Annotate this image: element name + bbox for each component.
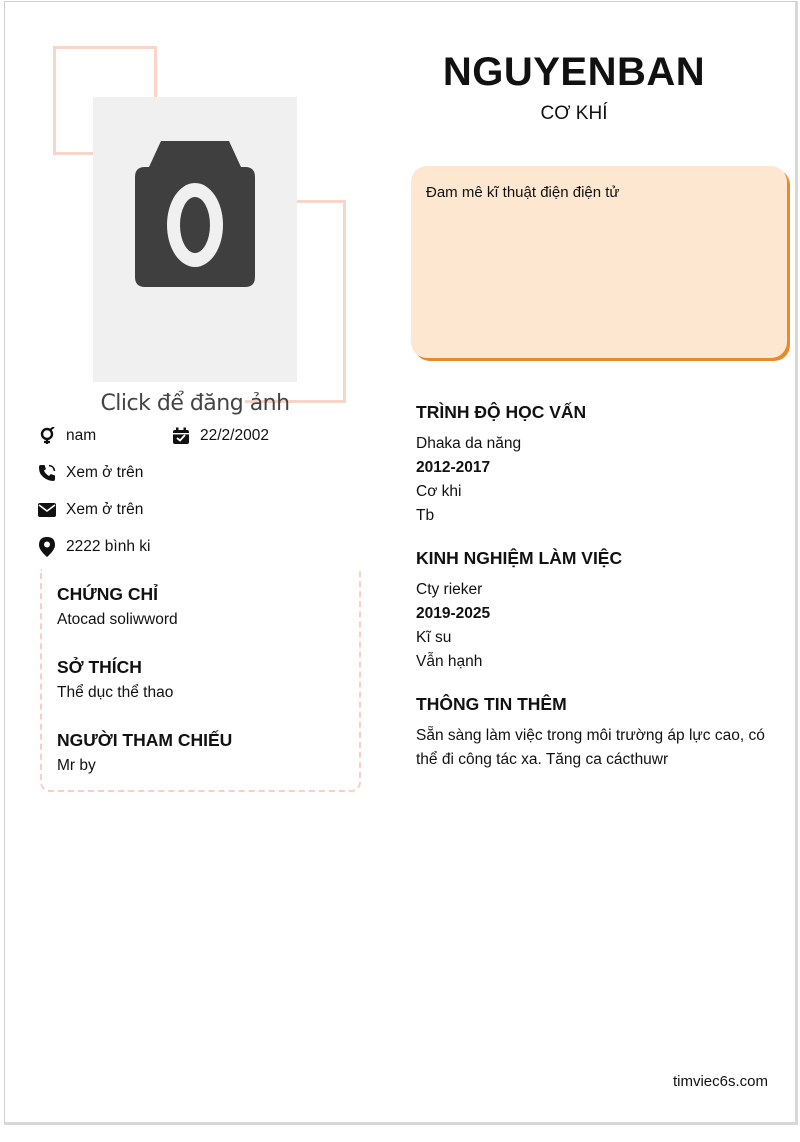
birthday-row (171, 426, 269, 446)
address-row (37, 537, 150, 557)
career-objective-text: Đam mê kĩ thuật điện điện tử (426, 184, 620, 201)
gender-icon (37, 426, 57, 446)
references-title: NGƯỜI THAM CHIẾU (57, 730, 233, 750)
photo-upload[interactable] (93, 97, 297, 416)
location-pin-icon (37, 537, 57, 557)
cv-page (4, 1, 798, 1125)
education-grade: Tb (416, 507, 435, 524)
education-school: Dhaka da năng (416, 435, 522, 452)
certificates-title: CHỨNG CHỈ (57, 584, 159, 604)
gender-value: nam (66, 427, 97, 444)
education-period: 2012-2017 (416, 459, 491, 476)
career-objective-box[interactable] (411, 166, 787, 358)
hobbies-text: Thể dục thể thao (57, 684, 174, 701)
experience-period: 2019-2025 (416, 605, 491, 622)
education-title: TRÌNH ĐỘ HỌC VẤN (416, 402, 587, 422)
candidate-name: NGUYENBAN (442, 50, 706, 94)
gender-row (37, 426, 96, 446)
photo-upload-label: Click để đăng ảnh (100, 391, 290, 416)
phone-value: Xem ở trên (66, 464, 144, 481)
email-value: Xem ở trên (66, 501, 144, 518)
education-major: Cơ khi (416, 483, 462, 500)
footer-brand: timviec6s.com (672, 1073, 768, 1090)
envelope-icon (37, 500, 57, 520)
left-sections-box (40, 569, 361, 792)
additional-text-line-1: Sẵn sàng làm việc trong môi trường áp lực cao, có (416, 727, 765, 744)
birthday-value: 22/2/2002 (200, 427, 269, 444)
phone-row (37, 463, 143, 483)
experience-description: Vẫn hạnh (416, 653, 483, 670)
additional-title: THÔNG TIN THÊM (416, 694, 567, 714)
experience-title: KINH NGHIỆM LÀM VIỆC (416, 548, 623, 568)
additional-text-line-2: thể đi công tác xa. Tăng ca cácthuwr (416, 751, 669, 768)
address-value: 2222 bình ki (66, 538, 151, 555)
phone-icon (37, 463, 57, 483)
certificates-text: Atocad soliwword (57, 611, 178, 628)
references-text: Mr by (57, 757, 96, 774)
camera-icon (133, 139, 257, 289)
experience-role: Kĩ su (416, 629, 452, 646)
email-row (37, 500, 143, 520)
candidate-position: CƠ KHÍ (540, 103, 608, 124)
experience-company: Cty rieker (416, 581, 483, 598)
hobbies-title: SỞ THÍCH (57, 657, 142, 677)
calendar-icon (171, 426, 191, 446)
